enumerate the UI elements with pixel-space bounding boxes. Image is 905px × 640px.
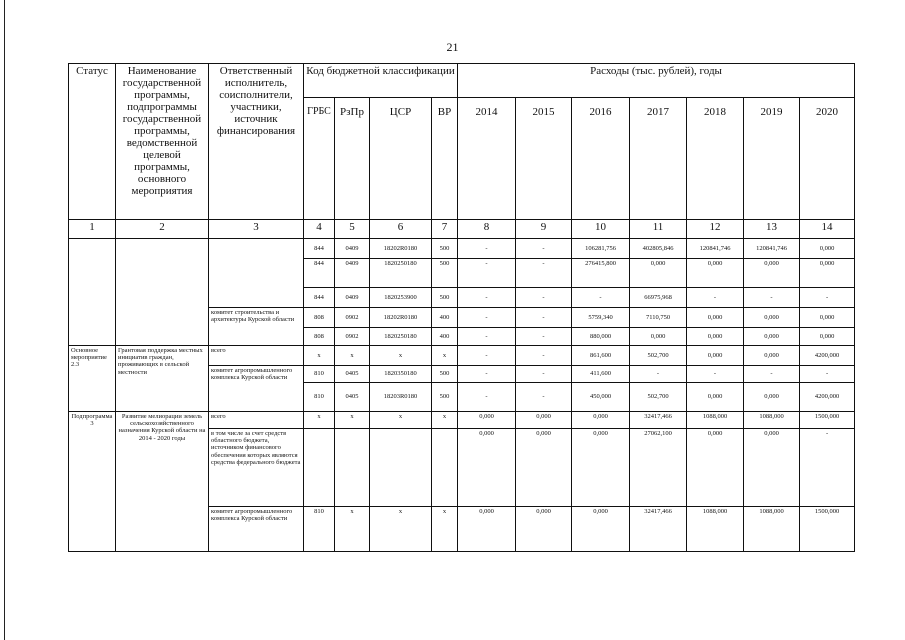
cell-2014: -: [458, 383, 516, 412]
cell-2017: 502,700: [630, 346, 687, 366]
cell-2016: 276415,800: [572, 259, 630, 288]
cell-2014: 0,000: [458, 507, 516, 552]
header-year-2014: 2014: [458, 98, 516, 220]
cell-csr: x: [370, 412, 432, 429]
executor-committee-agro-2: комитет агропромышленного комплекса Курской области: [209, 507, 304, 552]
cell-2017: 32417,466: [630, 412, 687, 429]
header-status: Статус: [69, 64, 116, 220]
cell-2016: 880,000: [572, 328, 630, 346]
cell-2019: -: [744, 288, 800, 308]
cell-2018: 0,000: [687, 429, 744, 507]
cell-2016: -: [572, 288, 630, 308]
status-main-measure: Основное мероприятие 2.3: [69, 346, 116, 412]
cell-2017: 32417,466: [630, 507, 687, 552]
cell-2016: 450,000: [572, 383, 630, 412]
cell-2019: 0,000: [744, 259, 800, 288]
column-number: 10: [572, 220, 630, 239]
cell-2019: 0,000: [744, 346, 800, 366]
cell-2015: -: [516, 259, 572, 288]
cell-grbs: 844: [304, 288, 335, 308]
cell-csr: 18203R0180: [370, 383, 432, 412]
cell-2017: -: [630, 366, 687, 383]
executor-including-federal: в том числе за счет средств областного бюджета, источником финансового обеспечения которых являются средства федерального бюджета: [209, 429, 304, 507]
cell-csr: [370, 429, 432, 507]
cell-2018: 120841,746: [687, 239, 744, 259]
cell-2018: 0,000: [687, 328, 744, 346]
executor-total: всего: [209, 346, 304, 366]
cell-2014: -: [458, 259, 516, 288]
cell-vr: [432, 429, 458, 507]
cell-2016: 0,000: [572, 412, 630, 429]
cell-2015: 0,000: [516, 429, 572, 507]
executor-committee-construction: комитет строительства и архитектуры Курской области: [209, 308, 304, 346]
cell-2018: 0,000: [687, 259, 744, 288]
cell-2020: 4200,000: [800, 346, 855, 366]
column-number: 2: [116, 220, 209, 239]
cell-vr: 400: [432, 328, 458, 346]
cell-2014: -: [458, 308, 516, 328]
header-row-1: [69, 64, 855, 98]
cell-csr: 18202R0180: [370, 308, 432, 328]
cell-grbs: 844: [304, 239, 335, 259]
cell-grbs: x: [304, 346, 335, 366]
column-number: 5: [335, 220, 370, 239]
cell-2015: -: [516, 366, 572, 383]
cell-2020: 0,000: [800, 239, 855, 259]
cell-2014: -: [458, 366, 516, 383]
cell-2016: 861,600: [572, 346, 630, 366]
cell-csr: x: [370, 507, 432, 552]
header-csr: ЦСР: [370, 98, 432, 220]
cell-2020: 1500,000: [800, 507, 855, 552]
cell-2016: 106281,756: [572, 239, 630, 259]
cell-2015: -: [516, 383, 572, 412]
cell-2017: 7110,750: [630, 308, 687, 328]
cell-2015: -: [516, 328, 572, 346]
column-number: 1: [69, 220, 116, 239]
cell-2018: 0,000: [687, 383, 744, 412]
cell-rzpr: 0405: [335, 383, 370, 412]
cell-2020: 0,000: [800, 328, 855, 346]
cell-2020: 1500,000: [800, 412, 855, 429]
column-number: 14: [800, 220, 855, 239]
cell-csr: 18202R0180: [370, 239, 432, 259]
cell-2014: 0,000: [458, 429, 516, 507]
cell-2019: 0,000: [744, 308, 800, 328]
cell-2018: 1088,000: [687, 412, 744, 429]
cell-rzpr: 0405: [335, 366, 370, 383]
cell-2018: 0,000: [687, 346, 744, 366]
cell-vr: 400: [432, 308, 458, 328]
cell-vr: 500: [432, 366, 458, 383]
cell-vr: x: [432, 507, 458, 552]
cell-grbs: [304, 429, 335, 507]
cell-2014: -: [458, 346, 516, 366]
cell-2016: 0,000: [572, 507, 630, 552]
cell-grbs: 810: [304, 383, 335, 412]
cell-vr: 500: [432, 288, 458, 308]
cell-2017: 27062,100: [630, 429, 687, 507]
cell-2015: -: [516, 239, 572, 259]
cell-rzpr: x: [335, 346, 370, 366]
budget-table: [68, 63, 855, 552]
column-number-row: [69, 220, 855, 239]
column-number: 7: [432, 220, 458, 239]
header-budget-code: Код бюджетной классификации: [304, 64, 458, 98]
cell-2017: 502,700: [630, 383, 687, 412]
cell-vr: 500: [432, 239, 458, 259]
cell-vr: 500: [432, 259, 458, 288]
cell-vr: x: [432, 412, 458, 429]
header-year-2019: 2019: [744, 98, 800, 220]
cell-2020: 4200,000: [800, 383, 855, 412]
header-year-2020: 2020: [800, 98, 855, 220]
cell-2020: -: [800, 288, 855, 308]
cell-grbs: 808: [304, 328, 335, 346]
cell-rzpr: 0409: [335, 239, 370, 259]
column-number: 13: [744, 220, 800, 239]
executor-total: всего: [209, 412, 304, 429]
cell-2020: -: [800, 366, 855, 383]
cell-vr: x: [432, 346, 458, 366]
cell-2020: -: [800, 429, 855, 507]
cell-csr: x: [370, 346, 432, 366]
header-grbs: ГРБС: [304, 98, 335, 220]
table-row: [69, 239, 855, 259]
cell-2019: -: [744, 366, 800, 383]
cell-2019: 1088,000: [744, 412, 800, 429]
cell-2014: 0,000: [458, 412, 516, 429]
table-row: [69, 346, 855, 366]
cell-2017: 0,000: [630, 328, 687, 346]
column-number: 3: [209, 220, 304, 239]
page-number: 21: [446, 40, 459, 54]
cell-2019: 1088,000: [744, 507, 800, 552]
table-row: [69, 412, 855, 429]
column-number: 9: [516, 220, 572, 239]
status-subprogram: Подпрограмма 3: [69, 412, 116, 552]
column-number: 8: [458, 220, 516, 239]
cell-2019: 120841,746: [744, 239, 800, 259]
cell-grbs: 810: [304, 366, 335, 383]
column-number: 12: [687, 220, 744, 239]
cell-grbs: 810: [304, 507, 335, 552]
cell-rzpr: 0409: [335, 259, 370, 288]
cell-csr: 1820350180: [370, 366, 432, 383]
cell-rzpr: 0902: [335, 308, 370, 328]
cell-2017: 402805,846: [630, 239, 687, 259]
cell-rzpr: x: [335, 412, 370, 429]
cell-2020: 0,000: [800, 259, 855, 288]
cell-vr: 500: [432, 383, 458, 412]
cell-2017: 66975,968: [630, 288, 687, 308]
header-vr: ВР: [432, 98, 458, 220]
header-year-2016: 2016: [572, 98, 630, 220]
cell-2019: 0,000: [744, 429, 800, 507]
cell-2015: -: [516, 308, 572, 328]
executor-cell-empty: [209, 239, 304, 308]
cell-2014: -: [458, 328, 516, 346]
cell-rzpr: [335, 429, 370, 507]
header-name: Наименование государственной программы, подпрограммы государственной программы, ведомственной целевой программы, основного мероприятия: [116, 64, 209, 220]
cell-2016: 411,600: [572, 366, 630, 383]
cell-2018: 0,000: [687, 308, 744, 328]
header-year-2018: 2018: [687, 98, 744, 220]
cell-2015: 0,000: [516, 507, 572, 552]
cell-rzpr: 0409: [335, 288, 370, 308]
cell-csr: 1820250180: [370, 328, 432, 346]
cell-2019: 0,000: [744, 328, 800, 346]
name-subprogram: Развитие мелиорации земель сельскохозяйственного назначения Курской области на 2014 - 2020 годы: [116, 412, 209, 552]
column-number: 4: [304, 220, 335, 239]
cell-rzpr: x: [335, 507, 370, 552]
cell-2014: -: [458, 239, 516, 259]
cell-2018: -: [687, 288, 744, 308]
header-year-2017: 2017: [630, 98, 687, 220]
cell-rzpr: 0902: [335, 328, 370, 346]
cell-grbs: x: [304, 412, 335, 429]
header-rzpr: РзПр: [335, 98, 370, 220]
name-cell-empty: [116, 239, 209, 346]
column-number: 6: [370, 220, 432, 239]
status-cell-empty: [69, 239, 116, 346]
name-main-measure: Грантовая поддержка местных инициатив граждан, проживающих в сельской местности: [116, 346, 209, 412]
header-year-2015: 2015: [516, 98, 572, 220]
cell-2020: 0,000: [800, 308, 855, 328]
cell-2015: -: [516, 346, 572, 366]
cell-2017: 0,000: [630, 259, 687, 288]
scan-edge-line: [4, 0, 5, 640]
cell-2018: -: [687, 366, 744, 383]
executor-committee-agro: комитет агропромышленного комплекса Курской области: [209, 366, 304, 412]
cell-2019: 0,000: [744, 383, 800, 412]
cell-2016: 5759,340: [572, 308, 630, 328]
cell-2015: -: [516, 288, 572, 308]
header-executor: Ответственный исполнитель, соисполнители, участники, источник финансирования: [209, 64, 304, 220]
cell-grbs: 844: [304, 259, 335, 288]
cell-csr: 1820253900: [370, 288, 432, 308]
cell-2014: -: [458, 288, 516, 308]
header-expenses: Расходы (тыс. рублей), годы: [458, 64, 855, 98]
cell-csr: 1820250180: [370, 259, 432, 288]
cell-2018: 1088,000: [687, 507, 744, 552]
cell-grbs: 808: [304, 308, 335, 328]
cell-2015: 0,000: [516, 412, 572, 429]
column-number: 11: [630, 220, 687, 239]
cell-2016: 0,000: [572, 429, 630, 507]
